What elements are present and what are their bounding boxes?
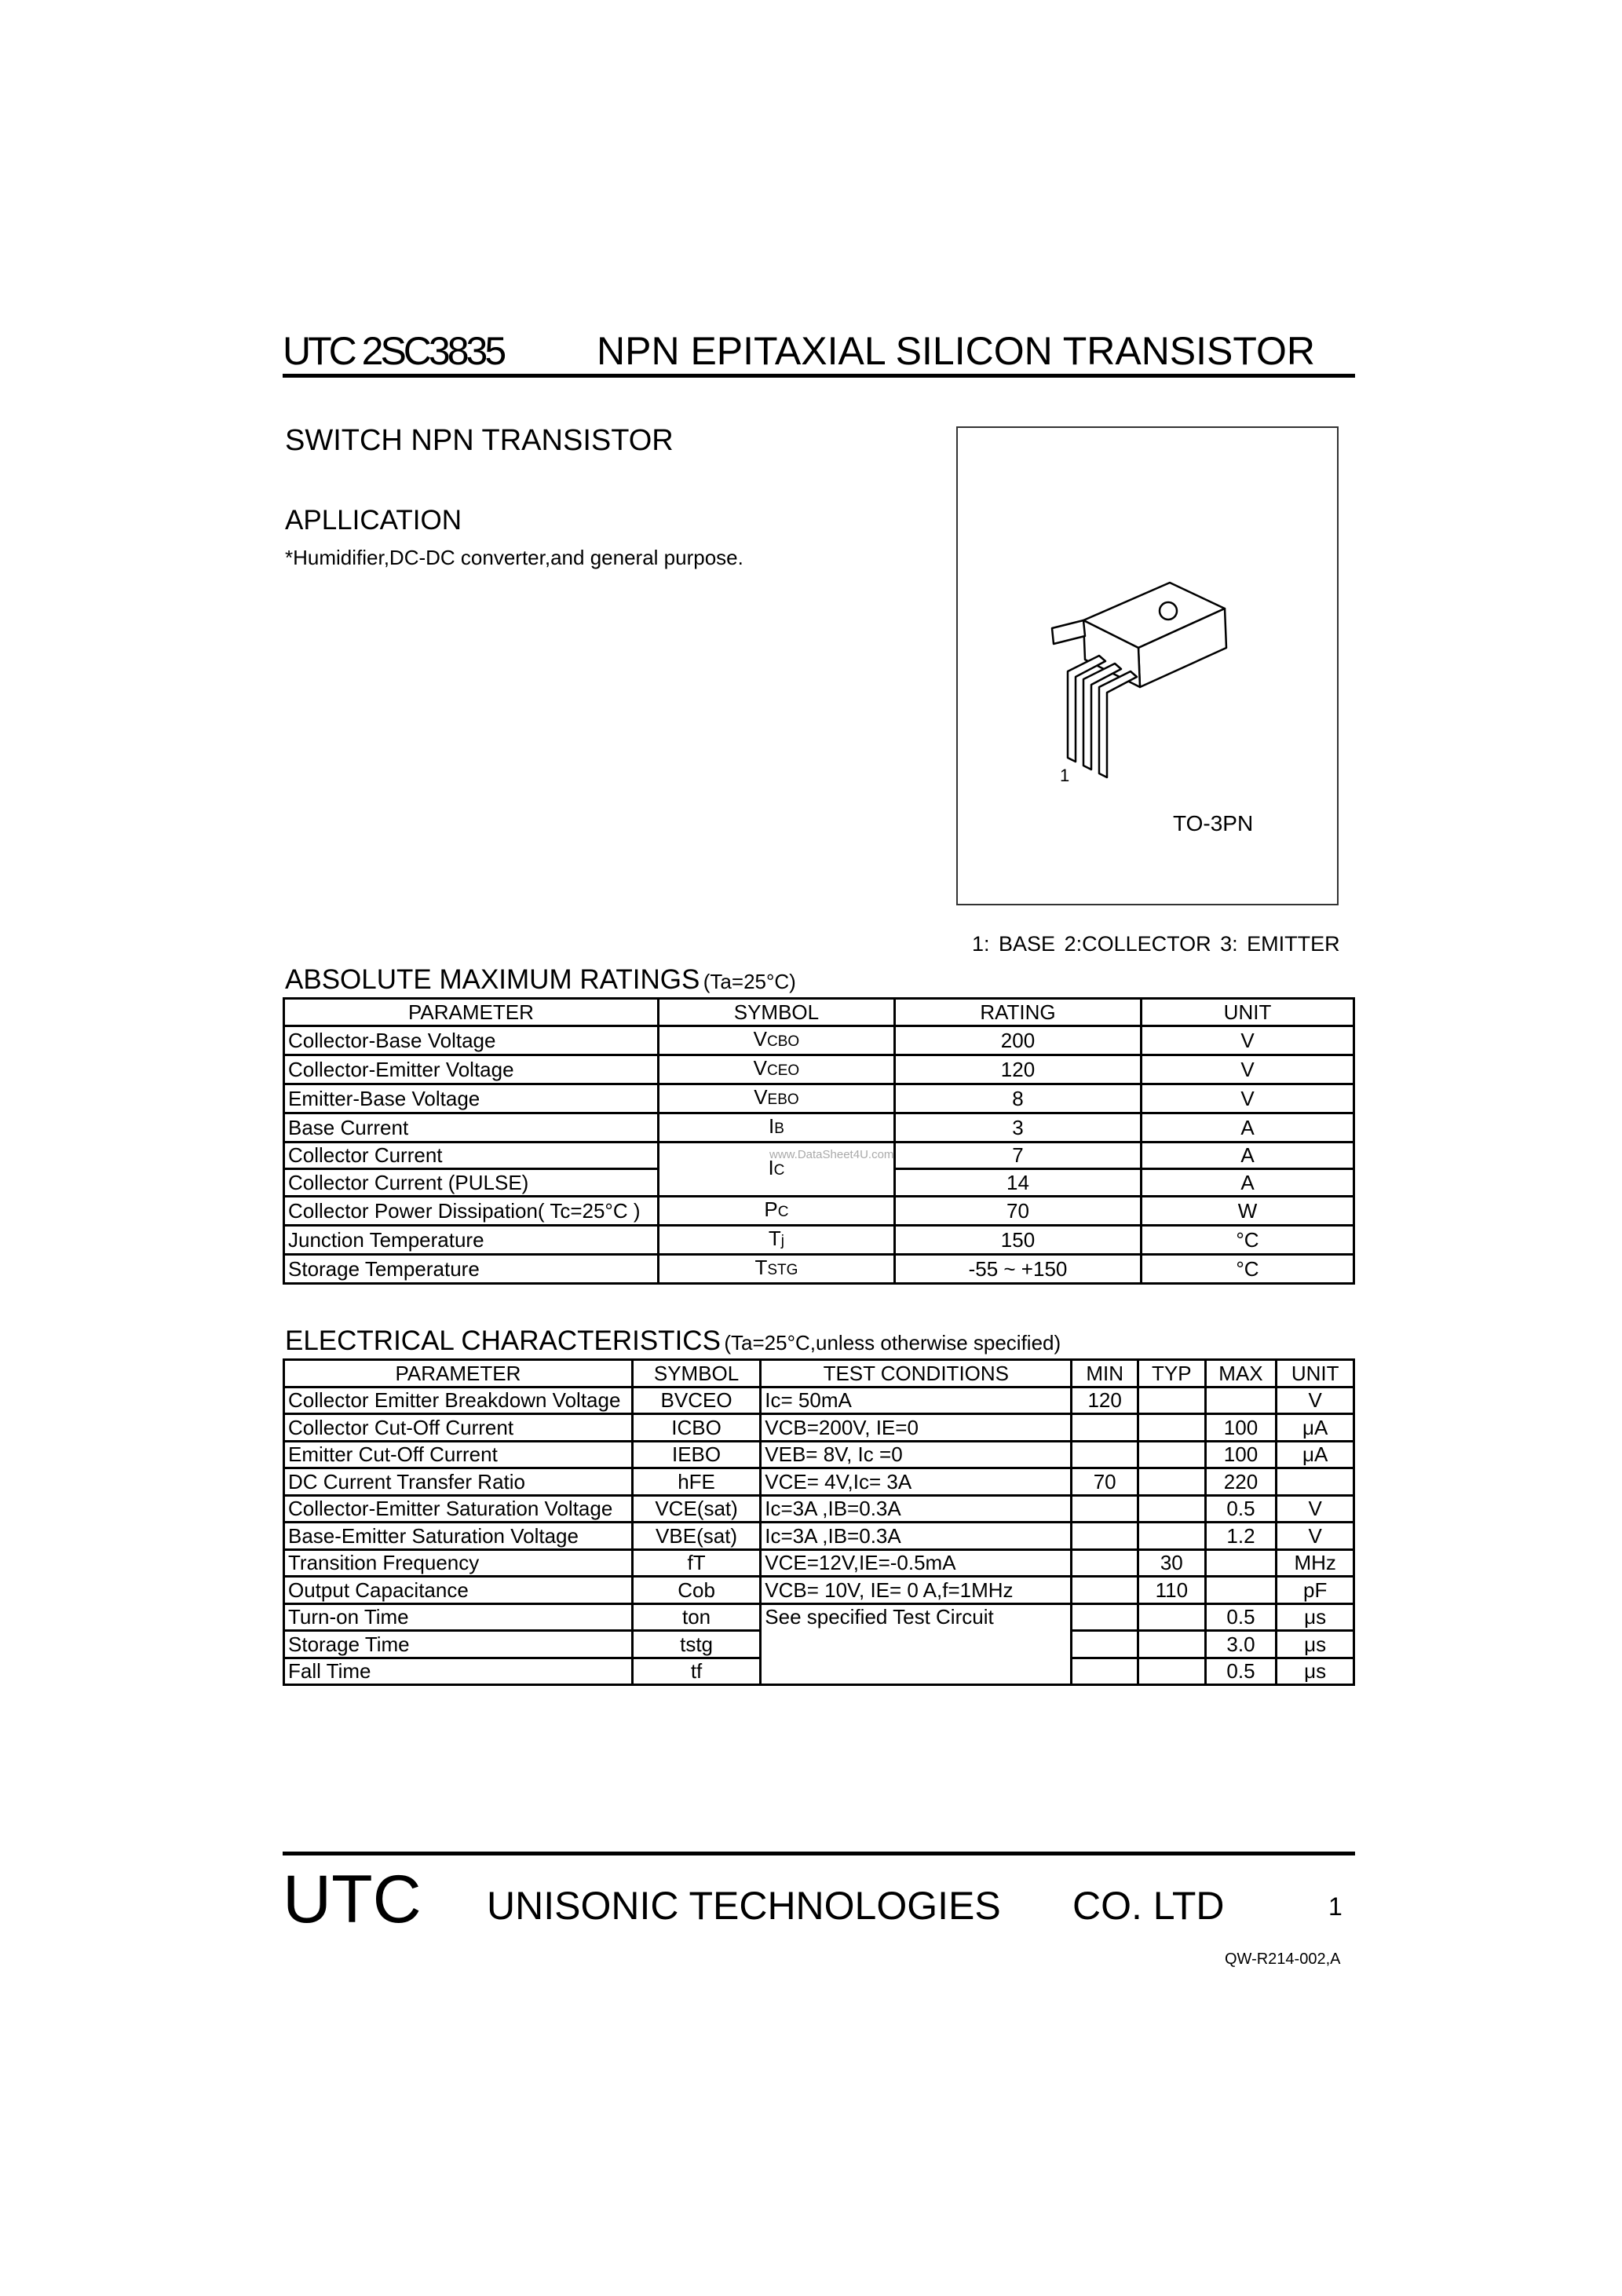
unit-cell: μs (1277, 1603, 1354, 1631)
typ-cell: 110 (1138, 1577, 1205, 1604)
company-suffix: CO. LTD (1072, 1884, 1225, 1928)
package-name: TO-3PN (1173, 811, 1254, 835)
condition-cell: VCB= 10V, IE= 0 A,f=1MHz (761, 1577, 1072, 1604)
application-heading: APLLICATION (285, 505, 462, 536)
table-row (284, 1441, 1354, 1468)
table-row (284, 1414, 1354, 1442)
param-cell: Emitter Cut-Off Current (284, 1441, 633, 1468)
max-cell: 0.5 (1205, 1603, 1277, 1631)
typ-cell (1138, 1414, 1205, 1442)
param-cell: Transition Frequency (284, 1549, 633, 1577)
symbol-cell: VCE(sat) (632, 1495, 760, 1523)
rating-cell: 150 (894, 1225, 1141, 1254)
symbol-cell: VCEO (658, 1055, 894, 1084)
table-header-row (284, 1360, 1354, 1387)
unit-cell: V (1277, 1387, 1354, 1414)
rating-cell: 8 (894, 1084, 1141, 1113)
unit-cell: μs (1277, 1631, 1354, 1658)
rating-cell: 14 (894, 1169, 1141, 1197)
unit-cell: A (1142, 1169, 1354, 1197)
symbol-cell: tstg (632, 1631, 760, 1658)
symbol-cell: ICBO (632, 1414, 760, 1442)
unit-cell: V (1277, 1523, 1354, 1550)
to3pn-package-drawing (1021, 573, 1256, 785)
watermark: www.DataSheet4U.com (769, 1148, 894, 1161)
application-text: *Humidifier,DC-DC converter,and general purpose. (285, 546, 743, 569)
col-header: MIN (1072, 1360, 1138, 1387)
typ-cell (1138, 1441, 1205, 1468)
typ-cell (1138, 1523, 1205, 1550)
col-header: SYMBOL (632, 1360, 760, 1387)
unit-cell: V (1142, 1055, 1354, 1084)
unit-cell: pF (1277, 1577, 1354, 1604)
table-row (284, 1495, 1354, 1523)
min-cell (1072, 1577, 1138, 1604)
col-header: UNIT (1277, 1360, 1354, 1387)
pin-one-label: 1 (1060, 766, 1070, 785)
min-cell (1072, 1549, 1138, 1577)
unit-cell: μA (1277, 1414, 1354, 1442)
typ-cell (1138, 1603, 1205, 1631)
condition-cell: Ic=3A ,IB=0.3A (761, 1523, 1072, 1550)
elec-title: ELECTRICAL CHARACTERISTICS (285, 1325, 721, 1356)
rating-cell: 70 (894, 1196, 1141, 1225)
rating-cell: 120 (894, 1055, 1141, 1084)
symbol-cell: Cob (632, 1577, 760, 1604)
col-header: RATING (894, 999, 1141, 1026)
symbol-cell: IEBO (632, 1441, 760, 1468)
table-row (284, 1196, 1354, 1225)
table-row (284, 1055, 1354, 1084)
table-row (284, 1254, 1354, 1283)
symbol-cell: hFE (632, 1468, 760, 1496)
typ-cell (1138, 1658, 1205, 1685)
col-header: TEST CONDITIONS (761, 1360, 1072, 1387)
company-name: UNISONIC TECHNOLOGIES (487, 1884, 1001, 1928)
max-cell (1205, 1549, 1277, 1577)
unit-cell: W (1142, 1196, 1354, 1225)
param-cell: Junction Temperature (284, 1225, 659, 1254)
pinout-legend: 1: BASE 2:COLLECTOR 3: EMITTER (972, 932, 1340, 956)
param-cell: Turn-on Time (284, 1603, 633, 1631)
rating-cell: 3 (894, 1113, 1141, 1142)
condition-cell: Ic=3A ,IB=0.3A (761, 1495, 1072, 1523)
max-cell: 0.5 (1205, 1495, 1277, 1523)
col-header: SYMBOL (658, 999, 894, 1026)
max-cell: 100 (1205, 1414, 1277, 1442)
max-cell: 220 (1205, 1468, 1277, 1496)
param-cell: DC Current Transfer Ratio (284, 1468, 633, 1496)
condition-cell: VEB= 8V, Ic =0 (761, 1441, 1072, 1468)
unit-cell: °C (1142, 1225, 1354, 1254)
table-row (284, 1523, 1354, 1550)
max-cell (1205, 1387, 1277, 1414)
rating-cell: -55 ~ +150 (894, 1254, 1141, 1283)
abs-max-heading (285, 964, 796, 996)
param-cell: Collector Power Dissipation( Tc=25°C ) (284, 1196, 659, 1225)
unit-cell: °C (1142, 1254, 1354, 1283)
symbol-cell: IC (658, 1142, 894, 1196)
param-cell: Output Capacitance (284, 1577, 633, 1604)
table-row (284, 1549, 1354, 1577)
param-cell: Collector Cut-Off Current (284, 1414, 633, 1442)
unit-cell: μA (1277, 1441, 1354, 1468)
elec-note: (Ta=25°C,unless otherwise specified) (724, 1331, 1061, 1355)
param-cell: Collector Emitter Breakdown Voltage (284, 1387, 633, 1414)
condition-cell: Ic= 50mA (761, 1387, 1072, 1414)
typ-cell (1138, 1631, 1205, 1658)
param-cell: Collector Current (284, 1142, 659, 1169)
symbol-cell: BVCEO (632, 1387, 760, 1414)
model-number: UTC 2SC3835 (283, 329, 504, 373)
min-cell (1072, 1603, 1138, 1631)
symbol-cell: tf (632, 1658, 760, 1685)
col-header: UNIT (1142, 999, 1354, 1026)
table-row (284, 1603, 1354, 1631)
param-cell: Storage Time (284, 1631, 633, 1658)
abs-max-note: (Ta=25°C) (703, 970, 796, 993)
rating-cell: 200 (894, 1026, 1141, 1055)
abs-max-table (283, 997, 1355, 1285)
unit-cell (1277, 1468, 1354, 1496)
table-row (284, 1577, 1354, 1604)
max-cell: 0.5 (1205, 1658, 1277, 1685)
company-logo: UTC (283, 1862, 422, 1937)
max-cell: 1.2 (1205, 1523, 1277, 1550)
symbol-cell: ton (632, 1603, 760, 1631)
document-code: QW-R214-002,A (1225, 1951, 1341, 1968)
param-cell: Fall Time (284, 1658, 633, 1685)
page-number: 1 (1328, 1892, 1343, 1921)
condition-cell: See specified Test Circuit (761, 1603, 1072, 1685)
symbol-cell: VBE(sat) (632, 1523, 760, 1550)
typ-cell (1138, 1495, 1205, 1523)
min-cell (1072, 1495, 1138, 1523)
max-cell: 100 (1205, 1441, 1277, 1468)
elec-table (283, 1358, 1355, 1686)
unit-cell: V (1142, 1026, 1354, 1055)
max-cell (1205, 1577, 1277, 1604)
typ-cell: 30 (1138, 1549, 1205, 1577)
symbol-cell: Tj (658, 1225, 894, 1254)
min-cell (1072, 1658, 1138, 1685)
table-row (284, 1113, 1354, 1142)
symbol-cell: IB (658, 1113, 894, 1142)
param-cell: Collector-Emitter Saturation Voltage (284, 1495, 633, 1523)
col-header: PARAMETER (284, 1360, 633, 1387)
table-row (284, 1387, 1354, 1414)
footer-rule (283, 1852, 1355, 1855)
min-cell: 70 (1072, 1468, 1138, 1496)
table-row (284, 1225, 1354, 1254)
unit-cell: A (1142, 1142, 1354, 1169)
symbol-cell: VEBO (658, 1084, 894, 1113)
param-cell: Emitter-Base Voltage (284, 1084, 659, 1113)
unit-cell: μs (1277, 1658, 1354, 1685)
param-cell: Collector-Base Voltage (284, 1026, 659, 1055)
table-row (284, 1026, 1354, 1055)
unit-cell: V (1142, 1084, 1354, 1113)
col-header: TYP (1138, 1360, 1205, 1387)
param-cell: Base Current (284, 1113, 659, 1142)
min-cell (1072, 1441, 1138, 1468)
table-row (284, 1084, 1354, 1113)
abs-max-title: ABSOLUTE MAXIMUM RATINGS (285, 964, 700, 995)
elec-heading (285, 1325, 1061, 1357)
condition-cell: VCE=12V,IE=-0.5mA (761, 1549, 1072, 1577)
condition-cell: VCE= 4V,Ic= 3A (761, 1468, 1072, 1496)
param-cell: Collector-Emitter Voltage (284, 1055, 659, 1084)
unit-cell: MHz (1277, 1549, 1354, 1577)
param-cell: Collector Current (PULSE) (284, 1169, 659, 1197)
symbol-cell: TSTG (658, 1254, 894, 1283)
condition-cell: VCB=200V, IE=0 (761, 1414, 1072, 1442)
rating-cell: 7 (894, 1142, 1141, 1169)
unit-cell: A (1142, 1113, 1354, 1142)
symbol-cell: VCBO (658, 1026, 894, 1055)
symbol-cell: PC (658, 1196, 894, 1225)
subtitle: SWITCH NPN TRANSISTOR (285, 424, 674, 457)
min-cell (1072, 1631, 1138, 1658)
param-cell: Base-Emitter Saturation Voltage (284, 1523, 633, 1550)
header-rule (283, 374, 1355, 378)
min-cell: 120 (1072, 1387, 1138, 1414)
max-cell: 3.0 (1205, 1631, 1277, 1658)
min-cell (1072, 1414, 1138, 1442)
col-header: MAX (1205, 1360, 1277, 1387)
table-row (284, 1468, 1354, 1496)
unit-cell: V (1277, 1495, 1354, 1523)
table-header-row (284, 999, 1354, 1026)
col-header: PARAMETER (284, 999, 659, 1026)
typ-cell (1138, 1387, 1205, 1414)
param-cell: Storage Temperature (284, 1254, 659, 1283)
typ-cell (1138, 1468, 1205, 1496)
symbol-cell: fT (632, 1549, 760, 1577)
document-title: NPN EPITAXIAL SILICON TRANSISTOR (597, 329, 1316, 373)
min-cell (1072, 1523, 1138, 1550)
